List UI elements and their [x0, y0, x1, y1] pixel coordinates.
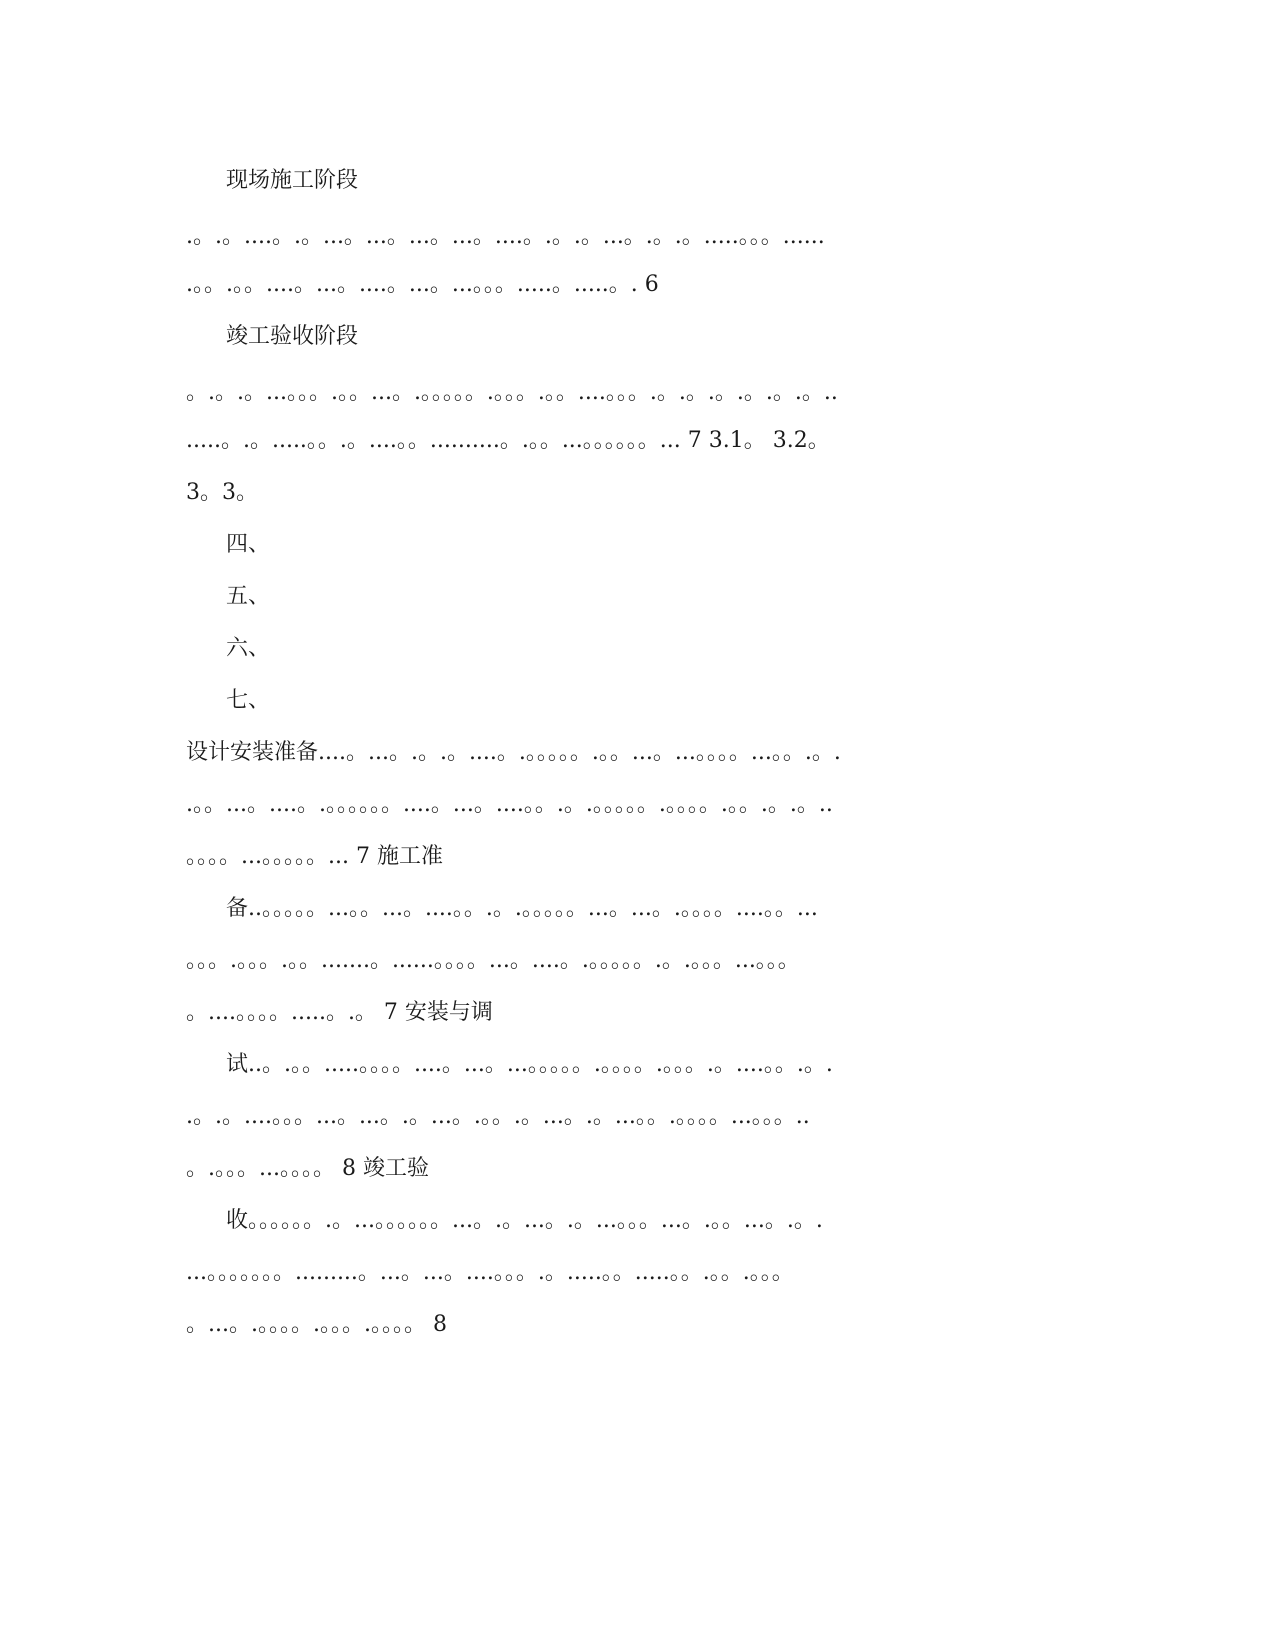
toc-leader-line: .。。...。....。.。。。。。。....。...。....。。.。.。。。。。.。。。。.。。.。.。..	[186, 792, 833, 817]
toc-entry-heading: 竣工验收阶段	[226, 324, 359, 349]
toc-leader-line: 。。。.。。。.。。.......。......。。。。...。....。.。。。。。.。.。。。...。。。	[186, 948, 800, 973]
toc-section-number: 七、	[226, 688, 271, 713]
toc-leader-line: .。.。....。。。...。...。.。...。.。。.。...。.。...。。.。。。。...。。。..	[186, 1104, 810, 1129]
toc-section-number: 四、	[226, 532, 271, 557]
toc-entry-line: 。.。。。...。。。。 8 竣工验	[186, 1156, 429, 1181]
toc-entry-line: 备..。。。。。...。。...。....。。.。.。。。。。...。...。.。。。。....。。...	[226, 896, 818, 921]
toc-entry-line: 设计安装准备....。...。.。.。....。.。。。。。.。。...。...。。。。...。。.。.	[186, 740, 841, 765]
toc-leader-line: .。。.。。....。...。....。...。...。。。.....。.....。. 6	[186, 272, 659, 297]
toc-section-number: 六、	[226, 636, 271, 661]
toc-leader-line: .....。.。.....。。.。....。。..........。.。。...。。。。。。... 7 3.1。 3.2。	[186, 428, 830, 453]
toc-entry-line: 。...。.。。。。.。。。.。。。。 8	[186, 1312, 447, 1337]
toc-leader-line: ...。。。。。。。.........。...。...。....。。。.。.....。。.....。。.。。.。。。	[186, 1260, 794, 1285]
toc-leader-line: 。.。.。...。。。.。。...。.。。。。。.。。。.。。....。。。.。.。.。.。.。.。..	[186, 380, 838, 405]
toc-section-numbers: 3。3。	[186, 480, 258, 505]
toc-leader-line: .。.。....。.。...。...。...。...。....。.。.。...。.。.。.....。。。......	[186, 224, 825, 249]
toc-entry-line: 收。。。。。。.。...。。。。。。...。.。...。.。...。。。...。.。。...。.。.	[226, 1208, 823, 1233]
toc-entry-line: 。。。。...。。。。。... 7 施工准	[186, 844, 443, 869]
toc-entry-heading: 现场施工阶段	[226, 168, 359, 193]
toc-section-number: 五、	[226, 584, 271, 609]
toc-entry-line: 试..。.。。.....。。。。....。...。...。。。。。.。。。。.。。。.。....。。.。.	[226, 1052, 833, 1077]
toc-entry-line: 。....。。。。.....。.。 7 安装与调	[186, 1000, 493, 1025]
